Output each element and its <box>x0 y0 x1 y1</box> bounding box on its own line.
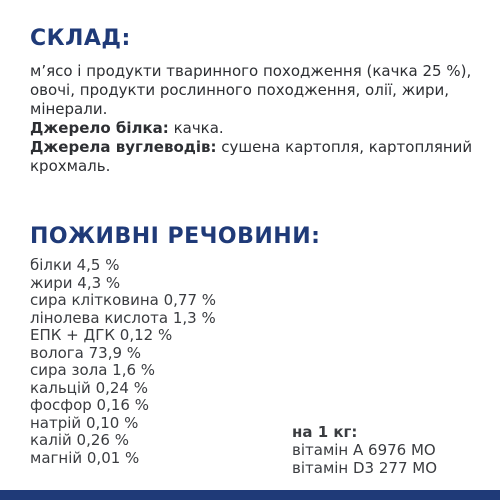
nutrient-item: волога 73,9 % <box>30 343 142 362</box>
protein-source-value: качка. <box>168 119 224 137</box>
nutrient-item: натрій 0,10 % <box>30 413 139 432</box>
nutrients-heading: ПОЖИВНІ РЕЧОВИНИ: <box>30 224 321 249</box>
composition-text <box>30 62 485 176</box>
vitamin-item: вітамін А 6976 МО <box>292 441 436 459</box>
nutrient-item: жири 4,3 % <box>30 273 121 292</box>
vitamin-item: вітамін D3 277 МО <box>292 459 438 477</box>
per-kg-block <box>292 423 437 477</box>
nutrient-item: сира зола 1,6 % <box>30 361 156 379</box>
carb-source-line <box>30 138 485 176</box>
composition-heading: СКЛАД: <box>30 26 131 51</box>
nutrient-item: калій 0,26 % <box>30 431 129 449</box>
protein-source-label: Джерело білка: <box>30 119 169 137</box>
nutrients-list <box>30 257 216 467</box>
per-kg-title: на 1 кг: <box>292 423 358 441</box>
bottom-bar <box>0 490 500 500</box>
nutrient-item: сира клітковина 0,77 % <box>30 291 217 309</box>
nutrient-item: ЕПК + ДГК 0,12 % <box>30 326 173 344</box>
protein-source-line <box>30 119 485 138</box>
nutrient-item: фосфор 0,16 % <box>30 396 149 414</box>
nutrient-item: білки 4,5 % <box>30 256 120 274</box>
nutrient-item: лінолева кислота 1,3 % <box>30 308 216 327</box>
carb-source-value: сушена картопля, картопляний крохмаль. <box>30 138 473 175</box>
carb-source-label: Джерела вуглеводів: <box>30 138 217 156</box>
ingredients-text: м’ясо і продукти тваринного походження (качка 25 %), овочі, продукти рослинного походження, олії, жири, мінерали. <box>30 62 472 118</box>
nutrient-item: магній 0,01 % <box>30 448 140 467</box>
nutrient-item: кальцій 0,24 % <box>30 378 148 397</box>
